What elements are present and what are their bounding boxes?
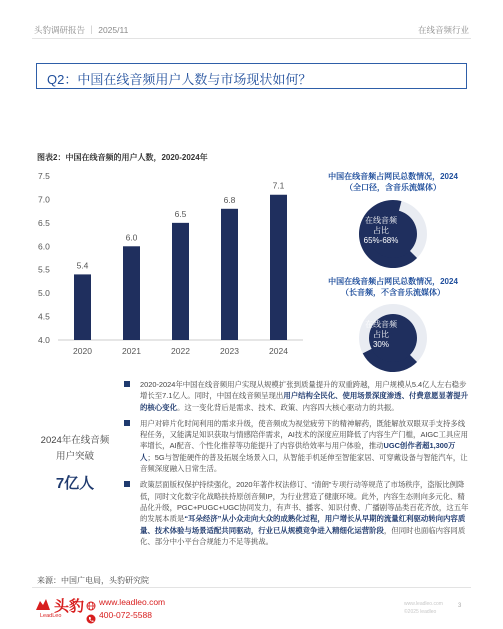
pie-chart-1-title-line1: 中国在线音频占网民总数情况，2024 (328, 172, 458, 181)
bar (270, 195, 287, 340)
bar (172, 223, 189, 340)
y-tick-label: 7.5 (38, 171, 50, 181)
bar (221, 209, 238, 340)
bullet-highlight-text: “耳朵经济”从小众走向大众的成熟化过程，用户增长从早期的流量红利驱动转向内容质量、技术体验与场景适配共同驱动，行业已从规模竞争进入精细化运营阶段 (140, 514, 466, 535)
pie-chart-1-title (318, 171, 468, 193)
bullet-item (124, 479, 469, 547)
bullet-text: ；5G与智能硬件的普及拓展全场景入口，从智能手机延伸至智能家居、可穿戴设备与智能汽车，让音频深度融入日常生活。 (140, 452, 468, 474)
page-number: 3 (458, 603, 462, 609)
pie-chart-2-label (356, 320, 406, 350)
y-tick-label: 4.0 (38, 335, 50, 345)
bar-value-label: 5.4 (76, 260, 89, 271)
pie-chart-2-label-line2: 占比 (373, 330, 389, 339)
phone-number: 400-072-5588 (99, 610, 152, 620)
leadleo-logo-icon (34, 597, 52, 613)
x-tick-label: 2023 (220, 346, 239, 356)
question-box (36, 63, 467, 89)
kpi-label-line1: 2024年在线音频 (40, 435, 110, 446)
y-tick-label: 5.5 (38, 264, 50, 275)
x-tick-label: 2024 (269, 346, 288, 356)
bar (123, 246, 140, 340)
x-tick-label: 2021 (122, 346, 141, 356)
bar-chart (28, 166, 308, 364)
y-tick-label: 6.0 (38, 241, 50, 252)
bar-value-label: 6.8 (223, 194, 236, 205)
pie-chart-1-label-line2: 占比 (373, 226, 389, 235)
kpi-value: 7亿人 (55, 475, 95, 492)
kpi-label (28, 433, 122, 465)
footer-divider (32, 587, 471, 588)
kpi-label-line2: 用户突破 (55, 451, 94, 462)
bar (74, 274, 91, 340)
figure-title: 图表2：中国在线音频的用户人数，2020-2024年 (37, 153, 208, 162)
bullet-text: 政策层面版权保护持续强化，2020年著作权法修订、“清朗”专项行动等规范了市场秩序，盗版比例降低，同时文化数字化战略扶持原创音频IP，为行业营造了健康环境。此外，内容生态则向多元化、精品化升级，PGC+PUGC+UGC协同发力，有声书、播客、知识付费、广播剧等品类百花齐放，这五年的发展本质是 (140, 480, 469, 524)
pie-chart-2-title-line2: （长音频，不含音乐流媒体） (341, 288, 445, 297)
bullet-text: 用户对碎片化时间利用的需求升级，使音频成为视觉疲劳下的精神解药，既能解放双眼双手支持多线程任务，又能满足知识获取与情感陪伴需求，AI技术的深度应用降低了内容生产门槛，AIGC工具应用率增长，AI配音、个性化推荐等功能提升了内容供给效率与用户体验，推动 (140, 418, 469, 451)
header-divider (32, 38, 471, 39)
globe-icon (86, 598, 96, 608)
pie-chart-2-title-line1: 中国在线音频占网民总数情况，2024 (328, 277, 458, 286)
bar-value-label: 6.5 (174, 208, 187, 219)
pie-chart-2-label-line1: 在线音频 (365, 320, 397, 329)
pie-chart-1-label (356, 216, 406, 246)
bullet-square-icon (124, 420, 130, 426)
bullet-square-icon (124, 381, 130, 387)
source-note: 来源：中国广电局，头豹研究院 (37, 576, 149, 585)
bullet-highlight-text: 用户结构全民化、使用场景深度渗透、付费意愿显著提升的核心变化 (140, 391, 469, 412)
pie-chart-2-title (318, 276, 468, 298)
pie-chart-1-label-line1: 在线音频 (365, 216, 397, 225)
bullet-item (124, 418, 469, 474)
report-header-right: 在线音频行业 (417, 25, 469, 35)
bullet-text: 。这一变化背后是需求、技术、政策、内容四大核心驱动力的共振。 (176, 402, 399, 412)
footer-faint-copyright: ©2025 leadleo (404, 609, 437, 615)
pie-chart-1-title-line2: （全口径，含音乐流媒体） (345, 183, 441, 192)
bar-value-label: 7.1 (272, 180, 285, 191)
website-link[interactable]: www.leadleo.com (99, 597, 166, 607)
bullet-item (124, 379, 469, 413)
bullet-text: 2020-2024年中国在线音频用户实现从规模扩张到质量提升的双重跨越，用户规模从5.4亿人左右稳步增长至7.1亿人。同时，中国在线音频呈现出 (140, 380, 467, 401)
pie-chart-1-label-line3: 65%-68% (363, 236, 399, 245)
logo-text: 头豹 (54, 598, 85, 615)
y-tick-label: 6.5 (38, 217, 50, 228)
y-tick-label: 4.5 (38, 311, 50, 322)
footer-faint-url: www.leadleo.com (404, 601, 443, 607)
phone-icon (86, 611, 96, 621)
bullet-text: ，但同时也面临内容同质化、部分中小平台合规能力不足等挑战。 (140, 525, 466, 546)
bullet-highlight-text: UGC创作者超1,300万人 (140, 441, 456, 462)
y-tick-label: 5.0 (38, 288, 50, 299)
y-tick-label: 7.0 (38, 194, 50, 205)
question-title: Q2：中国在线音频用户人数与市场现状如何？ (47, 72, 312, 87)
bullet-square-icon (124, 481, 130, 487)
logo-subtext: LeadLeo (40, 613, 62, 619)
bar-value-label: 6.0 (125, 232, 138, 243)
x-tick-label: 2022 (171, 346, 190, 356)
bullet-list (124, 379, 469, 552)
x-tick-label: 2020 (73, 346, 92, 356)
pie-chart-2-label-line3: 30% (372, 340, 389, 349)
report-header-left: 头豹调研报告 ｜ 2025/11 (34, 25, 129, 35)
